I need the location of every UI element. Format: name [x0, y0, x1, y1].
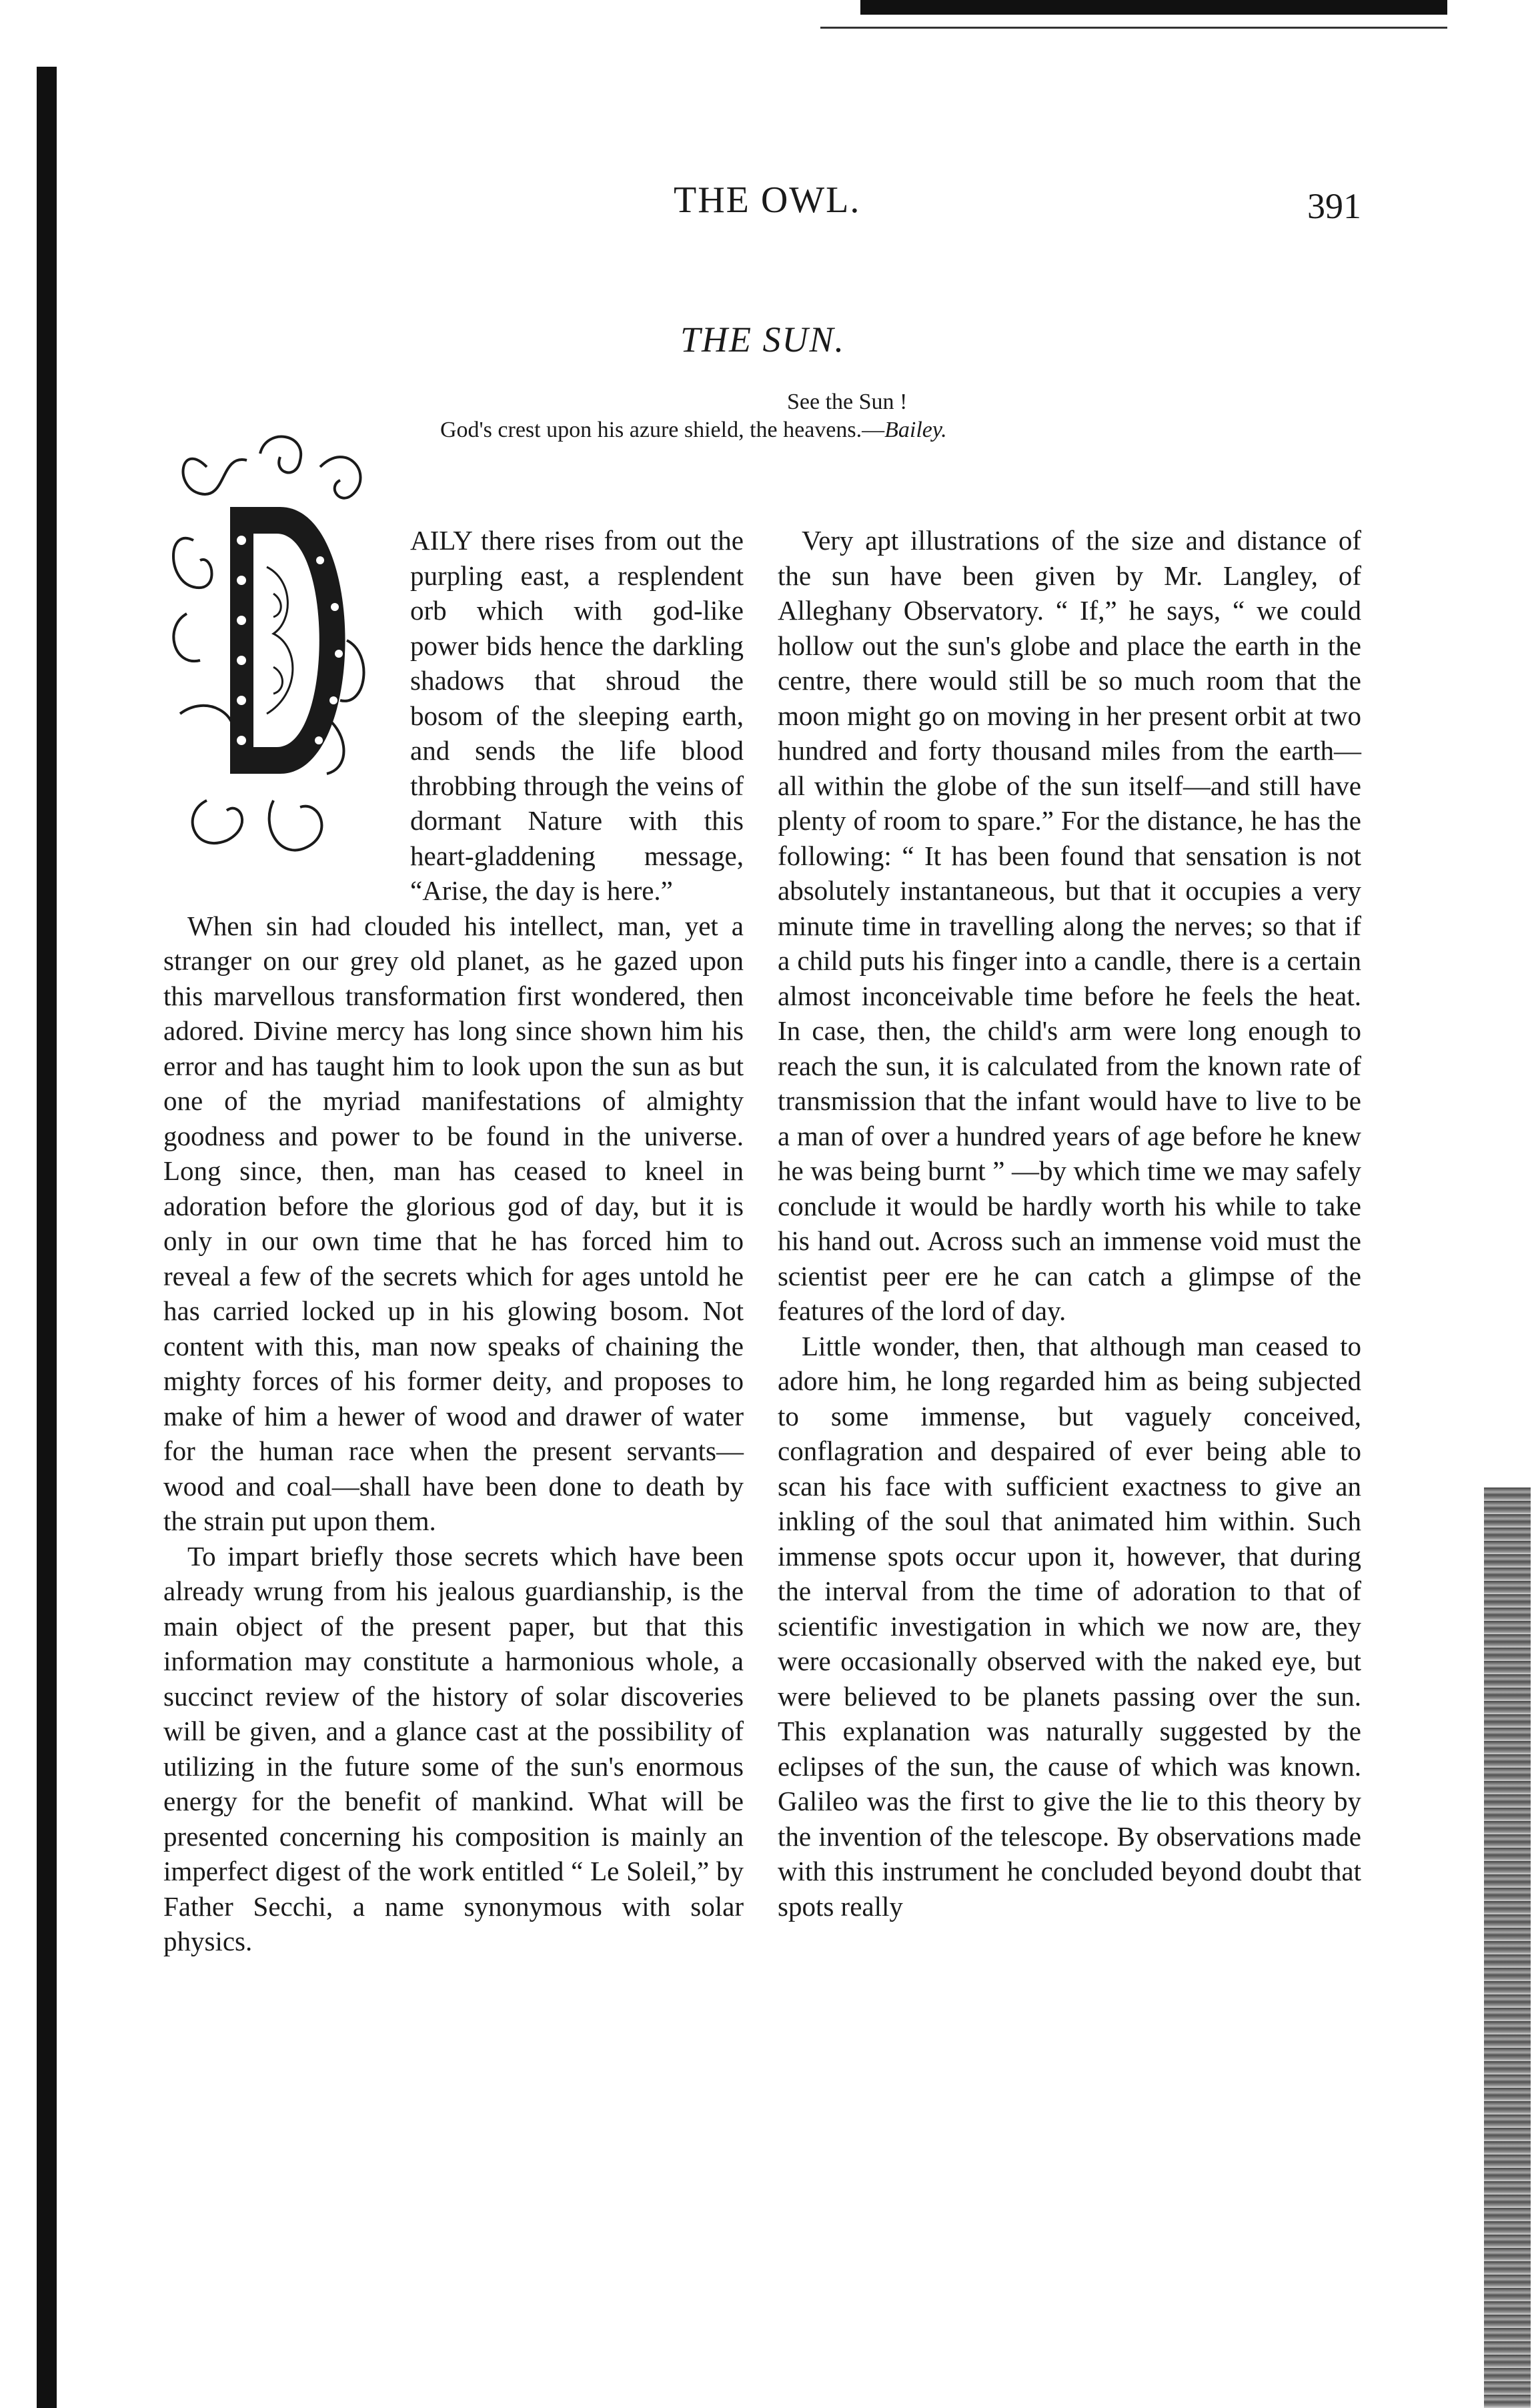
article-title: THE SUN. — [680, 320, 846, 360]
running-head: THE OWL. — [674, 179, 861, 221]
scan-edge-top — [860, 0, 1447, 15]
left-column — [163, 523, 744, 1959]
epigraph-quote: God's crest upon his azure shield, the heavens.— — [440, 418, 885, 442]
epigraph-line-2 — [440, 418, 947, 443]
scan-edge-right — [1484, 1487, 1531, 2408]
right-column — [778, 523, 1361, 1924]
paragraph: Very apt illustrations of the size and distance of the sun have been given by Mr. Langley, of Alleghany Observatory. “ If,” he says, “ we could hollow out the sun's globe and place the earth in the centre, there would still be so much room that the moon might go on moving in her present orbit at two hundred and forty thousand miles from the earth—all within the globe of the sun itself—and still have plenty of room to spare.” For the distance, he has the following: “ It has been found that sensation is not absolutely instantaneous, but that it occupies a very minute time in travelling along the nerves; so that if a child puts his finger into a candle, there is a certain almost inconceivable time before he feels the heat. In case, then, the child's arm were long enough to reach the sun, it is calculated from the known rate of transmission that the infant would have to live to be a man of over a hundred years of age before he knew he was being burnt ” —by which time we may safely conclude it would be hardly worth his while to take his hand out. Across such an immense void must the scientist peer ere he can catch a glimpse of the features of the lord of day. — [778, 525, 1361, 1326]
paragraph: Little wonder, then, that although man ceased to adore him, he long regarded him as being subjected to some immense, but vaguely conceived, conflagration and despaired of ever being able to scan his face with sufficient exactness to give an inkling of the soul that animated him within. Such immense spots occur upon it, however, that during the interval from the time of adoration to that of scientific investigation in which we now are, they were occasionally observed with the naked eye, but were believed to be planets passing over the sun. This explanation was naturally suggested by the eclipses of the sun, the cause of which was known. Galileo was the first to give the lie to this theory by the invention of the telescope. By observations made with this instrument he concluded beyond doubt that spots really — [778, 1330, 1361, 1922]
drop-cap-space — [163, 523, 410, 878]
epigraph-line-1: See the Sun ! — [787, 390, 908, 414]
paragraph: To impart briefly those secrets which have been already wrung from his jealous guardianship, is the main object of the present paper, but that this information may constitute a harmonious whole, a succinct review of the history of solar discoveries will be given, and a glance cast at the possibility of utilizing in the future some of the sun's enormous energy for the benefit of mankind. What will be presented concerning his composition is mainly an imperfect digest of the work entitled “ Le Soleil,” by Father Secchi, a name synonymous with solar physics. — [163, 1540, 744, 1956]
page-number: 391 — [1307, 186, 1361, 226]
scan-rule-top — [820, 27, 1447, 29]
epigraph-source: Bailey. — [884, 418, 947, 442]
paragraph: When sin had clouded his intellect, man, yet a stranger on our grey old planet, as he gazed upon this marvellous transformation first wondered, then adored. Divine mercy has long since shown him his error and has taught him to look upon the sun as but one of the myriad manifestations of almighty goodness and power to be found in the universe. Long since, then, man has ceased to kneel in adoration before the glorious god of day, but it is only in our own time that he has forced him to reveal a few of the secrets which for ages untold he has carried locked up in his glowing bosom. Not content with this, man now speaks of chaining the mighty forces of his former deity, and proposes to make of him a hewer of wood and drawer of water for the human race when the present servants—wood and coal—shall have been done to death by the strain put upon them. — [163, 910, 744, 1536]
paragraph: AILY there rises from out the purpling east, a resplendent orb which with god-like power bids hence the darkling shadows that shroud the bosom of the sleeping earth, and sends the life blood throbbing through the veins of dormant Nature with this heart-gladdening message, “Arise, the day is here.” — [410, 525, 744, 906]
scan-edge-left — [37, 67, 57, 2408]
